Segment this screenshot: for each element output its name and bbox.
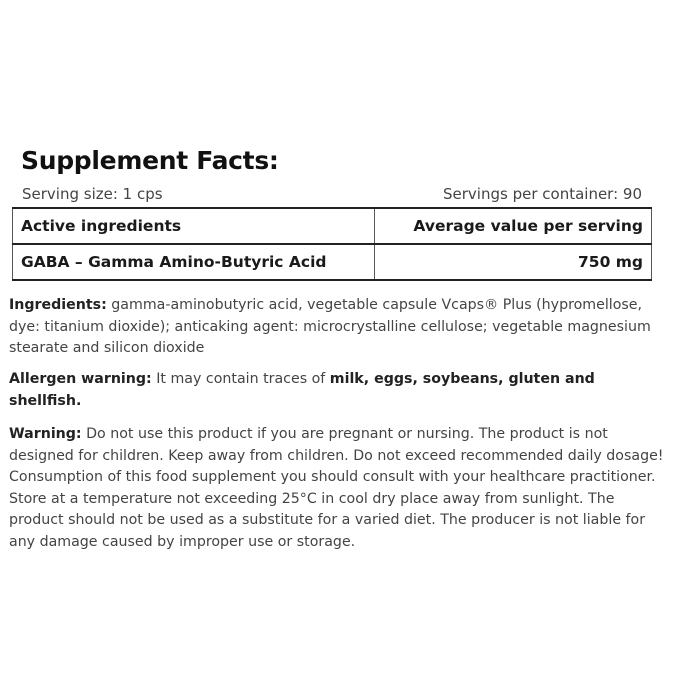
ingredient-amount: 750 mg bbox=[375, 244, 652, 280]
allergen-paragraph bbox=[9, 369, 669, 412]
header-active-ingredients: Active ingredients bbox=[13, 208, 375, 244]
ingredients-paragraph bbox=[9, 295, 669, 360]
table-header-row bbox=[13, 208, 652, 244]
ingredient-name: GABA – Gamma Amino-Butyric Acid bbox=[13, 244, 375, 280]
allergen-text: It may contain traces of bbox=[151, 371, 330, 387]
servings-per-container: Servings per container: 90 bbox=[443, 185, 642, 203]
ingredients-label: Ingredients: bbox=[9, 297, 107, 313]
allergen-list: milk, eggs, soybeans, gluten and shellfish. bbox=[9, 371, 595, 409]
ingredients-text: gamma-aminobutyric acid, vegetable capsule Vcaps® Plus (hypromellose, dye: titanium dioxide); anticaking agent: microcrystalline cellulose; vegetable magnesium stearate and silicon dioxide bbox=[9, 297, 651, 356]
allergen-label: Allergen warning: bbox=[9, 371, 152, 387]
warning-label: Warning: bbox=[9, 426, 82, 442]
warning-paragraph bbox=[9, 424, 669, 553]
warning-text: Do not use this product if you are pregnant or nursing. The product is not designed for children. Keep away from children. Do not exceed recommended daily dosage! Consumption of this food supplement you should consult with your healthcare practitioner. Store at a temperature not exceeding 25°C in cool dry place away from sunlight. The product should not be used as a substitute for a varied diet. The producer is not liable for any damage caused by improper use or storage. bbox=[9, 426, 664, 550]
header-average-value: Average value per serving bbox=[375, 208, 652, 244]
serving-info-row bbox=[12, 184, 652, 204]
facts-title: Supplement Facts: bbox=[21, 146, 279, 175]
facts-table bbox=[12, 207, 652, 281]
table-row bbox=[13, 244, 652, 280]
supplement-facts-panel bbox=[12, 143, 652, 281]
serving-size: Serving size: 1 cps bbox=[22, 185, 163, 203]
